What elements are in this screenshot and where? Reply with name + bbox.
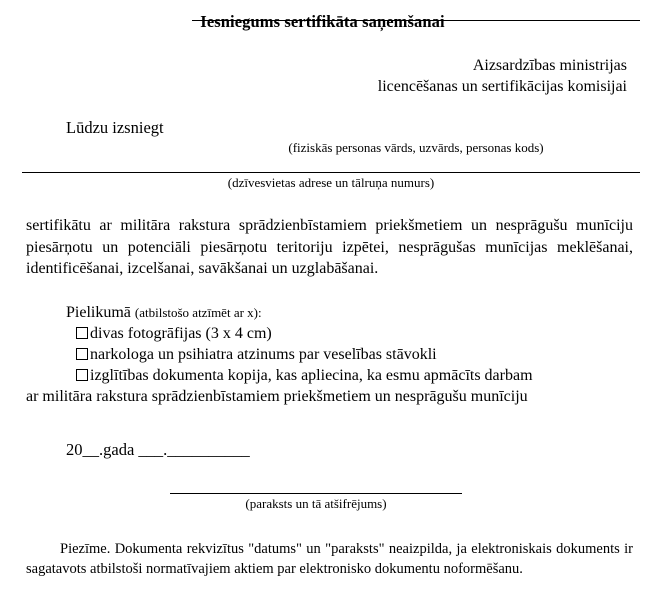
date-line[interactable]: 20__.gada ___.__________ [66, 440, 250, 459]
address-fill-rule[interactable] [22, 172, 640, 173]
page-title: Iesniegums sertifikāta saņemšanai [200, 12, 445, 31]
attachment-item-label: izglītības dokumenta kopija, kas apliecina, ka esmu apmācīts darbam [90, 367, 533, 384]
checkbox-icon[interactable] [76, 327, 88, 339]
request-label: Lūdzu izsniegt [66, 118, 164, 137]
attachments-heading-note: (atbilstošo atzīmēt ar x): [134, 305, 262, 320]
attachments-block [66, 303, 641, 386]
name-field-caption: (fiziskās personas vārds, uzvārds, personas kods) [288, 140, 544, 155]
attachments-heading [66, 303, 641, 323]
addressee-line-1: Aizsardzības ministrijas [472, 57, 627, 74]
footnote-text: Piezīme. Dokumenta rekvizītus "datums" un "paraksts" neaizpilda, ja elektroniskais dokuments ir sagatavots atbilstoši normatīvajiem aktiem par elektronisko dokumentu noformēšanu. [26, 541, 633, 577]
attachment-item[interactable] [66, 323, 641, 344]
checkbox-icon[interactable] [76, 348, 88, 360]
attachment-item-continuation: ar militāra rakstura sprādzienbīstamiem priekšmetiem un nesprāgušu munīciju [26, 388, 528, 405]
signature-caption: (paraksts un tā atšifrējums) [245, 496, 387, 511]
body-paragraph: sertifikātu ar militāra rakstura sprādzienbīstamiem priekšmetiem un nesprāgušu munīciju piesārņotu un potenciāli piesārņotu teritoriju izpētei, nesprāgušas munīcijas meklēšanai, identificēšanai, izcelšanai, savākšanai un uzglabāšanai. [26, 217, 633, 277]
attachments-heading-text: Pielikumā [66, 304, 131, 321]
checkbox-icon[interactable] [76, 369, 88, 381]
addressee-line-2: licencēšanas un sertifikācijas komisijai [377, 78, 627, 95]
attachment-item[interactable] [66, 344, 641, 365]
signature-rule[interactable] [170, 493, 462, 494]
footnote [26, 540, 633, 579]
addressee-block [378, 55, 627, 97]
attachment-item-label: narkologa un psihiatra atzinums par veselības stāvokli [90, 346, 437, 363]
request-row [0, 118, 645, 140]
attachment-item[interactable] [66, 365, 641, 386]
address-field-caption: (dzīvesvietas adrese un tālruņa numurs) [227, 175, 435, 190]
attachment-item-label: divas fotogrāfijas (3 x 4 cm) [90, 325, 272, 342]
name-fill-rule[interactable] [192, 20, 640, 21]
